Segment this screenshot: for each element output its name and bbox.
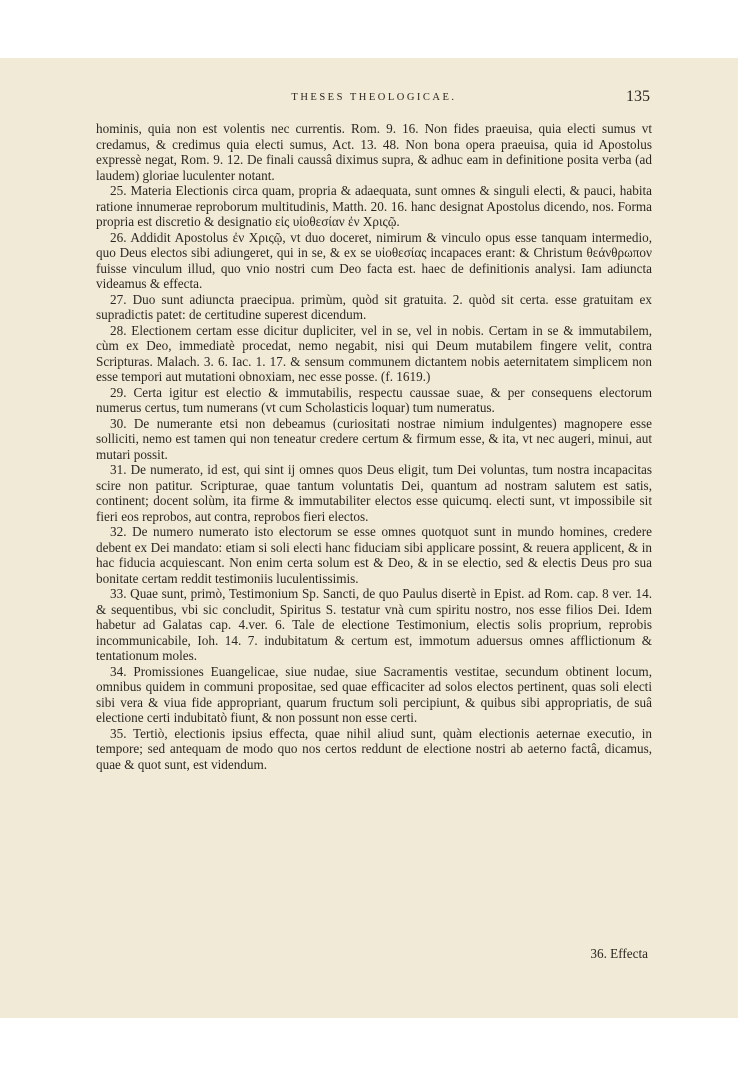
- thesis-30: 30. De numerante etsi non debeamus (curiositati nostrae nimium indulgentes) magnopere esse solliciti, nemo est tamen qui non teneatur credere certum & firmum esse, & ita, vt nec augeri, minui, aut mutari possit.: [96, 415, 652, 462]
- running-title: THESES THEOLOGICAE.: [291, 92, 457, 103]
- book-page: [0, 58, 738, 1018]
- thesis-29: 29. Certa igitur est electio & immutabilis, respectu caussae suae, & per consequens electorum numerus certus, tum numerans (vt cum Scholasticis loquar) tum numeratus.: [96, 384, 652, 415]
- thesis-26: 26. Addidit Apostolus ἐν Χριςῷ, vt duo doceret, nimirum & vinculo opus esse tanquam intermedio, quo Deus electos sibi adiungeret, qui in se, & ex se υἱοθεσίας incapaces erant: & Christum θεάνθρωπον fuisse vinculum illud, quo vnio nostri cum Deo facta est. haec de definitionis analysi. Iam adiuncta videamus & effecta.: [96, 229, 652, 291]
- thesis-27: 27. Duo sunt adiuncta praecipua. primùm, quòd sit gratuita. 2. quòd sit certa. esse gratuitam ex supradictis patet: de certitudine superest dicendum.: [96, 291, 652, 322]
- thesis-34: 34. Promissiones Euangelicae, siue nudae, siue Sacramentis vestitae, secundum obtinent locum, omnibus quidem in communi propositae, sed quae efficaciter ad solos electos pertinent, quas soli electi sibi vera & viua fide appropriant, quarum fructum soli percipiunt, & quibus sibi appropriatis, de suâ electione certi indubitatò fiunt, & non possunt non esse certi.: [96, 663, 652, 725]
- body-text: [96, 121, 652, 772]
- thesis-35: 35. Tertiò, electionis ipsius effecta, quae nihil aliud sunt, quàm electionis aeternae executio, in tempore; sed antequam de modo quo nos certos reddunt de electione nostri ab aeterno factâ, dicamus, quae & quot sunt, est videndum.: [96, 725, 652, 772]
- page-header: [98, 88, 650, 110]
- thesis-28: 28. Electionem certam esse dicitur dupliciter, vel in se, vel in nobis. Certam in se & immutabilem, cùm ex Deo, immediatè procedat, nemo negabit, nisi qui Deum mutabilem fingere velit, contra Scripturas. Malach. 3. 6. Iac. 1. 17. & sensum communem dictantem nobis aeternitatem simplicem non esse tempori aut mutationi obnoxiam, nec esse posse. (f. 1619.): [96, 322, 652, 384]
- thesis-32: 32. De numero numerato isto electorum se esse omnes quotquot sunt in mundo homines, credere debent ex Dei mandato: etiam si soli electi hanc fiduciam sibi applicare possint, & reuera applicent, & in hac fiducia acquiescant. Non enim certa solum est & Deo, & in se electio, sed & electis Deus pro sua bonitate certam reddit testimoniis luculentissimis.: [96, 524, 652, 586]
- thesis-25: 25. Materia Electionis circa quam, propria & adaequata, sunt omnes & singuli electi, & pauci, habita ratione innumerae reproborum multitudinis, Matth. 20. 16. hanc designat Apostolus dicendo, nos. Forma propria est discretio & designatio εἰς υἱοθεσίαν ἐν Χριςῷ.: [96, 183, 652, 229]
- thesis-33: 33. Quae sunt, primò, Testimonium Sp. Sancti, de quo Paulus disertè in Epist. ad Rom. cap. 8 ver. 14. & sequentibus, vbi sic concludit, Spiritus S. testatur vnà cum spiritu nostro, nos esse filios Dei. Idem habetur ad Galatas cap. 4.ver. 6. Tale de electione Testimonium, electis solis proprium, reprobis incommunicabile, Ioh. 14. 7. indubitatum & certum est, immotum aduersus omnes afflictionum & tentationum moles.: [96, 586, 652, 663]
- thesis-31: 31. De numerato, id est, qui sint ij omnes quos Deus eligit, tum Dei voluntas, tum nostra incapacitas scire non patitur. Scripturae, quae tantum voluntatis Dei, quantum ad nostram salutem est satis, continent; docent solùm, ita firme & immutabiliter electos esse quicumq. electi sunt, vt impossibile sit fieri eos reprobos, aut contra, reprobos fieri electos.: [96, 462, 652, 524]
- paragraph-continuation: hominis, quia non est volentis nec currentis. Rom. 9. 16. Non fides praeuisa, quia electi sumus vt credamus, & credimus quia electi sumus, Act. 13. 48. Non bona opera praeuisa, quia id Apostolus expressè negat, Rom. 9. 12. De finali caussâ diximus supra, & adhuc eam in definitione posita verba (ad laudem) gloriae luculenter notant.: [96, 121, 652, 183]
- page-number: 135: [626, 88, 650, 105]
- catchword: 36. Effecta: [590, 946, 648, 961]
